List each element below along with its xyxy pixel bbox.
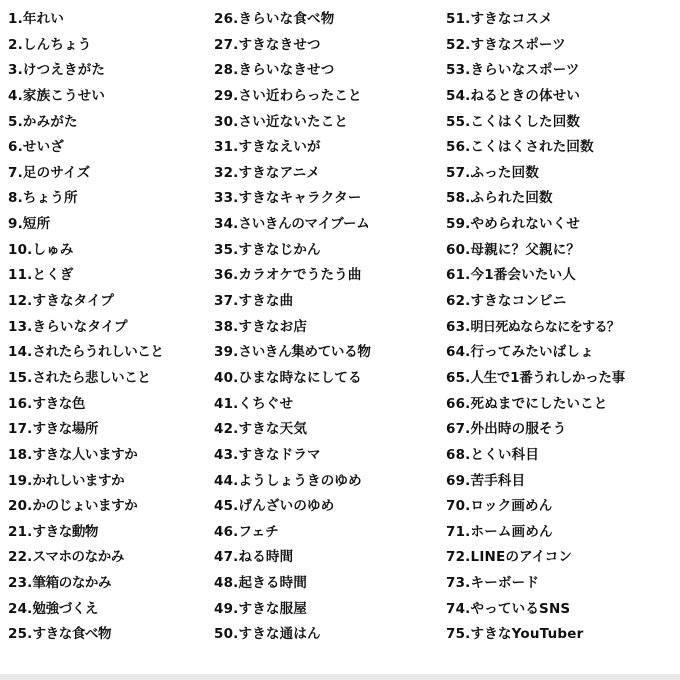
question-text: LINEのアイコン [470, 549, 573, 566]
question-item [214, 597, 442, 623]
question-text: こくはくした回数 [470, 113, 581, 130]
question-number: 33. [214, 190, 239, 207]
question-item [446, 469, 678, 495]
question-number: 14. [8, 344, 33, 361]
question-text: やめられないくせ [470, 216, 581, 233]
question-text: とくぎ [32, 267, 74, 284]
question-item [446, 84, 678, 110]
question-column-2 [214, 7, 442, 648]
question-text: すきな服屋 [238, 600, 308, 617]
question-number: 12. [8, 293, 33, 310]
question-text: さい近ないたこと [238, 113, 349, 130]
question-number: 29. [214, 87, 239, 104]
question-number: 15. [8, 369, 33, 386]
question-text: キーボード [470, 575, 540, 592]
question-item [214, 469, 442, 495]
question-item [8, 443, 212, 469]
question-text: ねるときの体せい [470, 87, 581, 104]
question-text: きらいな食べ物 [238, 11, 335, 27]
question-number: 38. [214, 318, 239, 335]
question-number: 53. [446, 62, 471, 79]
question-number: 18. [8, 446, 33, 463]
question-item [214, 238, 442, 264]
question-text: されたら悲しいこと [32, 369, 151, 386]
question-text: フェチ [238, 523, 279, 540]
question-item [8, 392, 212, 418]
question-number: 48. [214, 575, 239, 592]
question-text: 短所 [22, 216, 51, 233]
question-number: 46. [214, 523, 239, 540]
question-item [446, 392, 678, 418]
question-column-3 [446, 7, 678, 648]
question-number: 2. [8, 36, 23, 53]
question-item [446, 7, 678, 33]
question-number: 73. [446, 575, 471, 592]
question-item [446, 494, 678, 520]
question-item [8, 520, 212, 546]
question-text: カラオケでうたう曲 [238, 267, 362, 284]
question-number: 56. [446, 139, 471, 156]
question-item [446, 33, 678, 59]
question-item [214, 315, 442, 341]
question-item [446, 417, 678, 443]
question-item [214, 263, 442, 289]
question-number: 41. [214, 395, 239, 412]
question-number: 21. [8, 523, 33, 540]
question-item [214, 58, 442, 84]
question-text: さい近わらったこと [238, 87, 362, 104]
question-item [214, 212, 442, 238]
question-item [446, 238, 678, 264]
question-text: すきなドラマ [238, 446, 321, 463]
question-number: 68. [446, 446, 471, 463]
question-item [446, 110, 678, 136]
question-item [446, 443, 678, 469]
question-number: 22. [8, 549, 33, 566]
question-number: 42. [214, 421, 239, 438]
question-number: 60. [446, 241, 471, 258]
question-number: 4. [8, 87, 23, 104]
question-text: 起きる時間 [238, 575, 308, 592]
question-number: 26. [214, 11, 239, 27]
question-text: ねる時間 [238, 549, 294, 566]
question-number: 37. [214, 293, 239, 310]
question-number: 39. [214, 344, 239, 361]
question-text: 母親に？父親に？ [470, 241, 581, 258]
question-number: 34. [214, 216, 239, 233]
question-number: 36. [214, 267, 239, 284]
question-text: 明日死ぬならなにをする？ [470, 319, 620, 335]
question-text: 今1番会いたい人 [470, 267, 577, 284]
question-item [8, 545, 212, 571]
question-item [214, 161, 442, 187]
question-text: スマホのなかみ [32, 549, 124, 566]
question-number: 1. [8, 11, 23, 27]
question-text: 勉強づくえ [32, 600, 99, 617]
question-number: 35. [214, 241, 239, 258]
question-item [446, 58, 678, 84]
question-item [214, 622, 442, 648]
question-number: 49. [214, 600, 239, 617]
question-text: ふった回数 [470, 164, 540, 181]
question-number: 58. [446, 190, 471, 207]
question-text: 年れい [22, 11, 65, 27]
question-text: ひまな時なにしてる [238, 369, 362, 386]
question-text: ちょう所 [22, 190, 78, 207]
question-number: 50. [214, 626, 239, 643]
question-item [8, 469, 212, 495]
question-number: 13. [8, 318, 33, 335]
question-number: 25. [8, 626, 33, 643]
question-text: 足のサイズ [22, 164, 91, 181]
question-number: 32. [214, 164, 239, 181]
question-number: 6. [8, 139, 23, 156]
question-number: 61. [446, 267, 471, 284]
question-number: 44. [214, 472, 239, 489]
question-text: とくい科目 [470, 446, 540, 463]
question-number: 75. [446, 626, 471, 643]
question-number: 20. [8, 498, 33, 515]
question-number: 23. [8, 575, 33, 592]
question-item [446, 545, 678, 571]
question-number: 64. [446, 344, 471, 361]
question-item [8, 186, 212, 212]
question-item [214, 186, 442, 212]
question-number: 5. [8, 113, 23, 130]
question-text: 人生で1番うれしかった事 [470, 369, 625, 386]
question-item [446, 340, 678, 366]
question-number: 62. [446, 293, 471, 310]
question-text: すきなえいが [238, 139, 321, 156]
question-item [214, 84, 442, 110]
question-text: しゅみ [32, 241, 74, 258]
question-text: すきなコスメ [470, 11, 553, 27]
question-number: 65. [446, 369, 471, 386]
question-number: 72. [446, 549, 471, 566]
question-text: すきな動物 [32, 523, 99, 540]
question-text: 外出時の服そう [470, 421, 567, 438]
question-text: すきなきせつ [238, 36, 321, 53]
question-item [214, 443, 442, 469]
question-item [8, 597, 212, 623]
question-text: 行ってみたいばしょ [470, 344, 594, 361]
question-item [8, 212, 212, 238]
question-text: すきな通はん [238, 626, 321, 643]
question-item [8, 84, 212, 110]
question-text: すきなアニメ [238, 164, 321, 181]
question-text: すきなタイプ [32, 293, 115, 310]
question-number: 69. [446, 472, 471, 489]
question-number: 52. [446, 36, 471, 53]
question-number: 3. [8, 62, 23, 79]
question-number: 9. [8, 216, 23, 233]
question-item [8, 571, 212, 597]
question-text: さいきんのマイブーム [238, 216, 370, 233]
question-number: 51. [446, 11, 471, 27]
question-number: 45. [214, 498, 239, 515]
question-number: 24. [8, 600, 33, 617]
question-item [8, 135, 212, 161]
question-number: 55. [446, 113, 471, 130]
question-number: 71. [446, 523, 471, 540]
question-item [446, 597, 678, 623]
question-item [446, 571, 678, 597]
question-number: 27. [214, 36, 239, 53]
question-number: 16. [8, 395, 33, 412]
question-text: すきな食べ物 [32, 626, 112, 643]
question-item [214, 33, 442, 59]
question-text: しんちょう [22, 36, 92, 53]
question-text: きらいなきせつ [238, 62, 335, 79]
question-item [214, 571, 442, 597]
question-item [446, 135, 678, 161]
question-number: 47. [214, 549, 239, 566]
question-text: やっているSNS [470, 600, 571, 617]
question-text: かれしいますか [32, 472, 125, 489]
question-number: 8. [8, 190, 23, 207]
question-item [214, 135, 442, 161]
question-number: 66. [446, 395, 471, 412]
question-item [8, 366, 212, 392]
question-item [8, 289, 212, 315]
question-item [446, 263, 678, 289]
question-number: 59. [446, 216, 471, 233]
question-text: さいきん集めている物 [238, 344, 371, 361]
question-number: 70. [446, 498, 471, 515]
question-number: 63. [446, 318, 471, 335]
question-text: 家族こうせい [22, 87, 106, 104]
question-item [446, 622, 678, 648]
question-text: すきなYouTuber [470, 626, 584, 643]
question-item [8, 7, 212, 33]
question-item [8, 315, 212, 341]
question-text: くちぐせ [238, 395, 294, 412]
question-text: 筆箱のなかみ [32, 575, 112, 592]
question-number: 11. [8, 267, 33, 284]
question-item [214, 340, 442, 366]
question-number: 54. [446, 87, 471, 104]
question-item [446, 315, 678, 341]
question-text: すきなスポーツ [470, 36, 566, 53]
question-item [446, 161, 678, 187]
question-text: きらいなスポーツ [470, 62, 580, 79]
question-item [8, 161, 212, 187]
question-item [446, 289, 678, 315]
question-text: ホーム画めん [470, 523, 553, 540]
question-number: 7. [8, 164, 23, 181]
question-text: すきな色 [32, 395, 85, 412]
question-item [8, 340, 212, 366]
question-item [446, 212, 678, 238]
question-item [8, 417, 212, 443]
question-item [214, 366, 442, 392]
question-number: 30. [214, 113, 239, 130]
question-text: せいざ [22, 139, 65, 156]
question-text: すきなじかん [238, 241, 321, 258]
question-item [214, 417, 442, 443]
question-item [8, 110, 212, 136]
question-number: 67. [446, 421, 471, 438]
question-text: ようしょうきのゆめ [238, 472, 362, 489]
question-text: ロック画めん [470, 498, 553, 515]
question-number: 40. [214, 369, 239, 386]
question-item [8, 58, 212, 84]
question-item [214, 545, 442, 571]
question-number: 57. [446, 164, 471, 181]
question-text: すきなキャラクター [238, 190, 362, 207]
question-text: すきな場所 [32, 421, 99, 438]
question-number: 31. [214, 139, 239, 156]
question-text: すきな人いますか [32, 446, 138, 463]
question-item [8, 263, 212, 289]
question-item [214, 494, 442, 520]
question-text: すきな天気 [238, 421, 308, 438]
question-item [8, 238, 212, 264]
bottom-divider [0, 674, 680, 680]
question-item [214, 392, 442, 418]
question-item [8, 33, 212, 59]
question-text: すきなお店 [238, 318, 308, 335]
question-text: すきなコンビニ [470, 293, 567, 310]
question-item [214, 289, 442, 315]
question-item [446, 366, 678, 392]
question-text: ふられた回数 [470, 190, 553, 207]
question-text: げんざいのゆめ [238, 498, 335, 515]
question-number: 28. [214, 62, 239, 79]
question-item [446, 186, 678, 212]
question-text: かのじょいますか [32, 498, 138, 515]
question-number: 43. [214, 446, 239, 463]
question-text: かみがた [22, 113, 78, 130]
question-number: 74. [446, 600, 471, 617]
question-text: すきな曲 [238, 293, 294, 310]
question-item [214, 520, 442, 546]
question-text: 死ぬまでにしたいこと [470, 395, 608, 412]
question-number: 10. [8, 241, 33, 258]
question-item [214, 110, 442, 136]
question-text: こくはくされた回数 [470, 139, 594, 156]
question-item [8, 494, 212, 520]
question-text: されたらうれしいこと [32, 344, 164, 361]
question-item [446, 520, 678, 546]
question-number: 17. [8, 421, 33, 438]
question-column-1 [8, 7, 212, 648]
question-text: 苦手科目 [470, 472, 526, 489]
question-text: けつえきがた [22, 62, 106, 79]
question-item [214, 7, 442, 33]
question-item [8, 622, 212, 648]
question-number: 19. [8, 472, 33, 489]
question-text: きらいなタイプ [32, 318, 128, 335]
